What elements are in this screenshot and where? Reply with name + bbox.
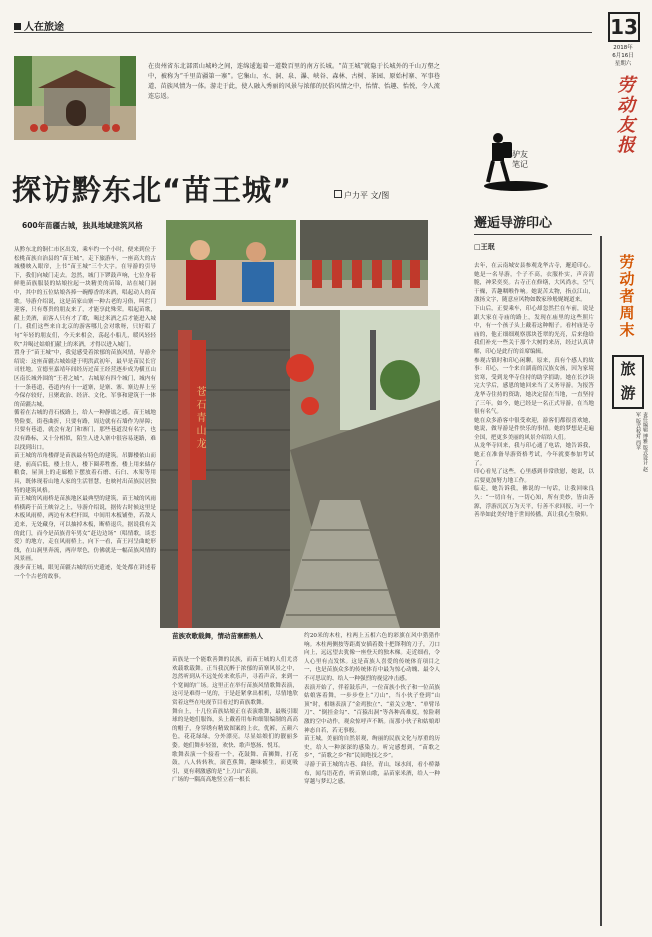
section-text: 人在旅途 xyxy=(24,22,64,33)
right-column-rule xyxy=(600,236,602,926)
column-label-line2: 笔记 xyxy=(512,160,528,169)
main-col2: 苗族是一个能歌善舞的民族，而苗王城的人们尤喜欢载歌载舞。正当我沉醉于浓郁的苗寨风景之中，忽然听到从不远处传来欢乐声，寻着声音，来到一个宽阔的广场。这里正在举行苗族风情歌舞表演，这可是难得一见的，于是赶紧拿出相机，尽情地欣赏着这些在电视节目看过的苗族歌舞。 舞台上，十几位苗族姑娘正在表演歌舞，最吸引眼球的是她们服饰，头上戴着用布和细银编制的高高的帽子，身穿绣有精致图案的上衣，优裤，五颜六色，花花绿绿，分外漂亮。尽显姑娘们的靓丽多姿。她们舞步轻盈，欢快、歌声悠扬、悦耳。 歌舞表演一个接着一个，花鼓舞、苗狮舞，打花鼓，八人转转秋，滚芭蕉舞，趣味横生，而更吸引，更有刺激感的是“上刀山”表演。 广场的一隅高高地竖立着一根长 xyxy=(172,657,298,784)
page-brand-title: 劳动者周末 xyxy=(619,253,635,339)
main-byline xyxy=(334,190,389,201)
side-article-title: 邂逅导游印心 xyxy=(474,216,553,231)
side-author-text: 王珉 xyxy=(480,243,495,251)
page-category-box: 旅游 xyxy=(612,355,644,409)
issue-date xyxy=(606,44,640,68)
toast-photo xyxy=(166,220,296,306)
stone-alley-photo xyxy=(160,310,440,628)
date-weekday: 星期六 xyxy=(614,61,632,67)
page-number: 13 xyxy=(608,12,640,42)
side-article-body: 去年，在云南城安县参观龙华古寺，邂逅印心。她是一名导游，个子不高，衣服朴实，声音清脆，神采奕奕。古寺正在修缮，大风尚水，空气干燥，苦趣咽喉作响。她说苦太物，指点江山，激扬文字，随意应风物如数家珍般娓娓道来。 下山后，正要乘车，印心却忽然拦在车前，说是跟大家在寺庙的路上，发现在庙里的这些照片中，有一个孩子头上戴着这种帽子。看村庙是寺庙的，他正细细观察那块苍翠的光亮，后来他给我们补充一些关于那个大树的来历，经过认真讲解，印心是此行的首席编辑。 参观古镇时和印心闲聊。原来，真有个感人的故事：印心，一个来自湖南的汉族女孩，因为家境贫寒，受到龙华寺住持的助学捐助。她在长沙读完大学后，感恩的她回来当了义务导游。为报答龙华寺住持的资助，她决定留在当地，一直坚持了三年。如今，她已经是一名正式导游，在当地很有名气。 她在众多游客中很受欢迎，游客们都很喜欢她，她说，做导游是件快乐的事情。她的梦想是走遍全国，把更多美丽的风景介绍给人们。 从龙华寺回来，我与印心通了电话，她告诉我，她正在准备导游资格考试，今年就要参加考试了。 印心看见了这些，心里感到非常欣慰，她说，以后要更加努力地工作。 临走，她告诉我，佛说的一句话，让我回味良久：“一切自有，一切心知，所有美妙，皆由善源，浮游沉沉万为天平，行善不求回报，可一个善举如此美好地于世间传播，真让我心生敬仰。 xyxy=(474,263,594,519)
section-square-icon xyxy=(14,23,21,30)
side-article-author: □王珉 xyxy=(474,243,495,251)
header-rule xyxy=(14,32,592,33)
photo-banner-text: 苍石青山龙 xyxy=(194,386,205,451)
main-col1: 从黔东北的铜仁市区出发，乘车约一个小时，便来到位于松桃苗族自治县的“苗王城”。走下旅游车，一座高大的古城楼映入眼帘，上书“苗王城”三个大字。在导游的引导下，我们向城门走去。忽然，城门下锣鼓声响，七位身着鲜艳苗族服装的姑娘拉起一块精美的苗锦，站在城门洞中，其中的五位姑娘各捧一碗醇香的米酒，唱起动人的苗歌。导游介绍说，这是苗家山寨一种古老的习俗，叫拦门迎客，只有尊贵的朋友来了，才能享此殊荣。唱起苗歌，献上美酒，而客人只有才了歌，喝过米酒之后才能进入城门。我们这些来自北京的游客哪儿会对歌呀，只好唱了句“年轻的朋友们，今天来相会，荡起小船儿，暖风轻轻吹”并喝过姑娘们献上的米酒，才得以进入城门。 置身于“苗王城”中，我觉感受着浓郁的苗族风情，导游介绍说：这座苗疆古城始建于明洪武初年，最早是苗民长官司驻地。宣德至嘉靖年间经历过苗王经营逐步成为横亘山区南长城外围的“王者之城”。古城原有四个城门，城内有十一条巷道，巷道内有十一道寨，是寨、寨、寨边界上至今保存较好，且聚政治、经济、文化、军事和建筑于一体的苗疆古城。 循着在古城的青石板路上，给人一种静谧之感。苗王城地势险要，街巷曲折，只要有路，周边就有石墙作为屏障；只要有巷道，就会有龙门和寨门，那些巷道没有名字，也没有路标，又十分相似，陌生人进入寨中很容易迷路，难以找到出口。 苗王城的吊角楼群是苗族最有特色的建筑。吊脚楼依山而建，前高后低，楼上住人，楼下圈养牲畜，楼上用来储存粮食，屋顶上的走廊檐下摆放着石磨、石臼、木架等用具，既体现着山地人家的生活智慧，也映衬出苗族民居独特的建筑风格。 苗王城的风雨桥是苗族地区最典型的建筑，苗王城的风雨桥横跨于苗王峡谷之上，导游介绍说，据传古时候这里是木板风雨桥，两边有木栏杆围，中间用木板铺垫，若敌人追来，无处藏身，可以抽掉木板，断桥退兵，据说我有关的此门，而今是苗族青年男女“赶边边场”（唱情歌，谈恋爱）的地方，走在风雨桥上，向下一看，苗王河呈曲蛇形线，在山涧里奔流，两岸翠色，仿佛就是一幅苗族风情的风景画。 漫步苗王城，眼见苗疆古城的历史遗迹，处处都在讲述着一个个古老的故事。 xyxy=(14,247,156,580)
byline-square-icon xyxy=(334,190,342,198)
city-gate-photo xyxy=(14,56,136,140)
main-subhead: 600年苗疆古城，独具地域建筑风格 xyxy=(22,221,143,230)
side-article-rule xyxy=(474,234,592,235)
dancers-photo xyxy=(300,220,428,306)
main-col3: 约20米的木柱，柱两上五相六色的彩旗在风中猎猎作响。木柱两侧按等距离安插着数十把锋利的刀子，刀口向上，远远望去犹像一座登天的独木梯。走近细看，令人心里有点发怵。这是苗族人喜爱的传统体育项目之一，也是苗族众多的传统体育中最为惊心动魄、最令人不可思议的、给人一种强烈的视觉冲击感。 表演开始了，伴着鼓乐声，一位苗族小伙子和一位苗族姑娘客着舞，一步步登上“刀山”，当小伙子登到“山顶”时，相继表演了“金鸡独立”、“童关立地”、“单臂吊刀”、“倒挂金勾”、“百猿出洞”等各种高难度，惊险刺激的空中动作，观众惊呼声不断。而那小伙子和姑娘却神态自若，若无事般。 苗王城，美丽的自然景观，绚丽的民族文化与厚重的历史，给人一种深深的感染力。听完感想到，“苗歌之乡”，“苗歌之乡”和“民间绝技之乡”。 寻游于苗王城的古巷、曲径，青山，绿水间，看小桥瀑布，闻鸟语花香，听苗寨山歌，品苗家米酒，给人一种穿越与梦幻之感。 xyxy=(304,633,440,786)
section-label xyxy=(14,18,64,33)
editor-credits: 责任编辑 博雅 版式设计 赵军 版式校对 西苹 xyxy=(635,412,648,472)
main-headline: 探访黔东北“苗王城” xyxy=(12,173,293,207)
intro-text: 在贵州省东北部雷山城岭之间，连绵逶迤着一道数百里的南方长城。“苗王城”就隐于长城外的千山万壑之中，被称为“千里苗疆第一寨”。它集山、水、洞、泉、瀑、峡谷、森林、古树、茶园、原始村寨、军事巷道、苗族风情为一体。游走于此，使人融入秀丽的风景与浓郁的民俗风情之中，怡情、怡趣、怡悦，令人流连忘返。 xyxy=(148,63,440,100)
col2-subhead: 苗族欢歌载舞，情动苗寨醉熟人 xyxy=(172,632,263,640)
masthead-logo: 劳 动 友 报 xyxy=(617,75,635,156)
column-label xyxy=(512,150,528,170)
date-year: 2018年 xyxy=(613,45,633,51)
date-day: 6月16日 xyxy=(612,53,634,59)
column-label-line1: 驴友 xyxy=(512,150,528,159)
byline-text: 户力平 文/图 xyxy=(344,191,390,200)
